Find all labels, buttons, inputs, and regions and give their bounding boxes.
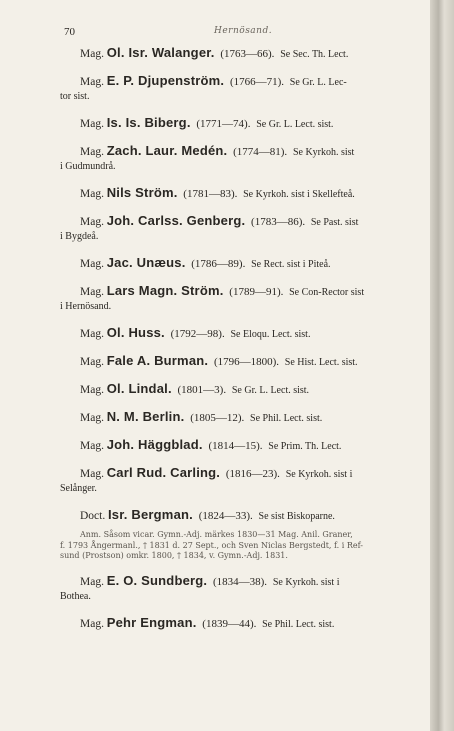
- entry-continuation: Selånger.: [60, 483, 97, 494]
- entry-item: [60, 256, 420, 272]
- entry-dates: (1783—86).: [251, 216, 306, 228]
- entry-description: Se Kyrkoh. sist i: [285, 469, 353, 480]
- entry-name: E. O. Sundberg.: [106, 572, 208, 588]
- entry-title: Mag.: [80, 286, 104, 298]
- entry-name: N. M. Berlin.: [106, 409, 185, 424]
- entry-description: Se Rect. sist i Piteå.: [251, 259, 331, 270]
- entry-title: Mag.: [80, 48, 104, 60]
- entry-title: Mag.: [80, 188, 104, 200]
- entry-list: [60, 46, 420, 644]
- page-number: 70: [64, 26, 75, 38]
- entry-item: [60, 466, 420, 496]
- entry-name: Ol. Huss.: [106, 325, 165, 340]
- entry-title: Mag.: [80, 76, 104, 88]
- entry-name: Isr. Bergman.: [107, 507, 193, 522]
- entry-description: Se Gr. L. Lect. sist.: [231, 385, 310, 396]
- entry-dates: (1805—12).: [190, 412, 245, 424]
- entry-item: [60, 214, 420, 244]
- page-header: [64, 26, 414, 40]
- entry-item: [60, 326, 420, 342]
- entry-dates: (1774—81).: [233, 146, 288, 158]
- entry-dates: (1824—33).: [198, 510, 253, 522]
- entry-name: Joh. Carlss. Genberg.: [106, 213, 246, 228]
- annotation-note: [60, 530, 420, 562]
- entry-name: E. P. Djupenström.: [106, 73, 225, 88]
- entry-dates: (1792—98).: [170, 328, 225, 340]
- entry-title: Doct.: [80, 510, 106, 522]
- entry-name: Lars Magn. Ström.: [106, 283, 224, 298]
- entry-name: Fale A. Burman.: [106, 353, 209, 368]
- entry-description: Se Hist. Lect. sist.: [284, 357, 358, 368]
- entry-item: [60, 382, 420, 398]
- entry-item: [60, 410, 420, 426]
- entry-dates: (1834—38).: [212, 575, 268, 588]
- entry-item: [60, 438, 420, 454]
- entry-item: [60, 284, 420, 314]
- entry-description: Se Gr. L. Lect. sist.: [256, 119, 334, 130]
- entry-dates: (1839—44).: [202, 617, 257, 630]
- entry-title: Mag.: [80, 412, 104, 424]
- entry-item: [60, 186, 420, 202]
- entry-title: Mag.: [80, 440, 104, 452]
- entry-dates: (1781—83).: [183, 188, 238, 200]
- entry-continuation: tor sist.: [60, 91, 90, 102]
- entry-item: [60, 354, 420, 370]
- entry-name: Zach. Laur. Medén.: [106, 143, 228, 158]
- entry-title: Mag.: [80, 468, 104, 480]
- entry-description: Se Phil. Lect. sist.: [262, 618, 335, 630]
- entry-title: Mag.: [80, 356, 104, 368]
- entry-description: Se Con-Rector sist: [289, 287, 365, 298]
- entry-dates: (1786—89).: [191, 258, 246, 270]
- entry-name: Is. Is. Biberg.: [106, 115, 191, 130]
- entry-description: Se Gr. L. Lec-: [289, 77, 347, 88]
- entry-description: Se sist Biskoparne.: [258, 511, 335, 522]
- entry-title: Mag.: [80, 118, 104, 130]
- entry-description: Se Eloqu. Lect. sist.: [230, 329, 311, 340]
- entry-title: Mag.: [80, 328, 104, 340]
- entry-description: Se Prim. Th. Lect.: [268, 441, 342, 452]
- entry-item: [60, 508, 420, 524]
- entry-title: Mag.: [80, 575, 104, 588]
- entry-continuation: i Hernösand.: [60, 301, 112, 312]
- note-line-3: sund (Prostson) omkr. 1800, † 1834, v. Gymn.-Adj. 1831.: [60, 551, 288, 560]
- entry-dates: (1796—1800).: [213, 356, 280, 368]
- entry-name: Jac. Unæus.: [106, 255, 186, 270]
- entry-description: Se Kyrkoh. sist i Skellefteå.: [243, 189, 355, 200]
- entry-name: Carl Rud. Carling.: [106, 465, 221, 480]
- entry-item: [60, 616, 420, 632]
- book-binding-edge: [430, 0, 454, 731]
- note-line-2: f. 1793 Ångermanl., † 1831 d. 27 Sept., och Sven Niclas Bergstedt, f. i Ref-: [60, 540, 363, 550]
- entry-title: Mag.: [80, 617, 104, 630]
- entry-description: Se Sec. Th. Lect.: [280, 49, 349, 60]
- entry-dates: (1766—71).: [229, 76, 285, 88]
- entry-title: Mag.: [80, 258, 104, 270]
- entry-item: [60, 46, 420, 62]
- entry-item: [60, 574, 420, 604]
- entry-description: Se Phil. Lect. sist.: [250, 413, 323, 424]
- entry-continuation: Bothea.: [60, 590, 91, 602]
- entry-description: Se Kyrkoh. sist i: [272, 576, 340, 588]
- entry-dates: (1816—23).: [225, 468, 280, 480]
- entry-continuation: i Gudmundrå.: [60, 161, 116, 172]
- entry-name: Pehr Engman.: [106, 614, 197, 630]
- entry-title: Mag.: [80, 216, 104, 228]
- entry-dates: (1771—74).: [196, 118, 251, 130]
- entry-dates: (1801—3).: [177, 384, 227, 396]
- entry-continuation: i Bygdeå.: [60, 231, 99, 242]
- entry-name: Ol. Lindal.: [106, 381, 172, 396]
- entry-dates: (1814—15).: [208, 440, 263, 452]
- entry-description: Se Past. sist: [310, 217, 359, 228]
- entry-dates: (1763—66).: [220, 48, 275, 60]
- entry-name: Ol. Isr. Walanger.: [106, 45, 215, 60]
- entry-item: [60, 74, 420, 104]
- entry-dates: (1789—91).: [229, 286, 284, 298]
- entry-name: Nils Ström.: [106, 185, 178, 200]
- entry-description: Se Kyrkoh. sist: [292, 147, 355, 158]
- entry-item: [60, 144, 420, 174]
- entry-title: Mag.: [80, 146, 104, 158]
- running-title: Hernösand.: [214, 26, 273, 36]
- note-line-1: Anm. Såsom vicar. Gymn.-Adj. märkes 1830—31 Mag. Anil. Graner,: [80, 530, 353, 539]
- entry-name: Joh. Häggblad.: [106, 437, 203, 452]
- entry-item: [60, 116, 420, 132]
- entry-title: Mag.: [80, 384, 104, 396]
